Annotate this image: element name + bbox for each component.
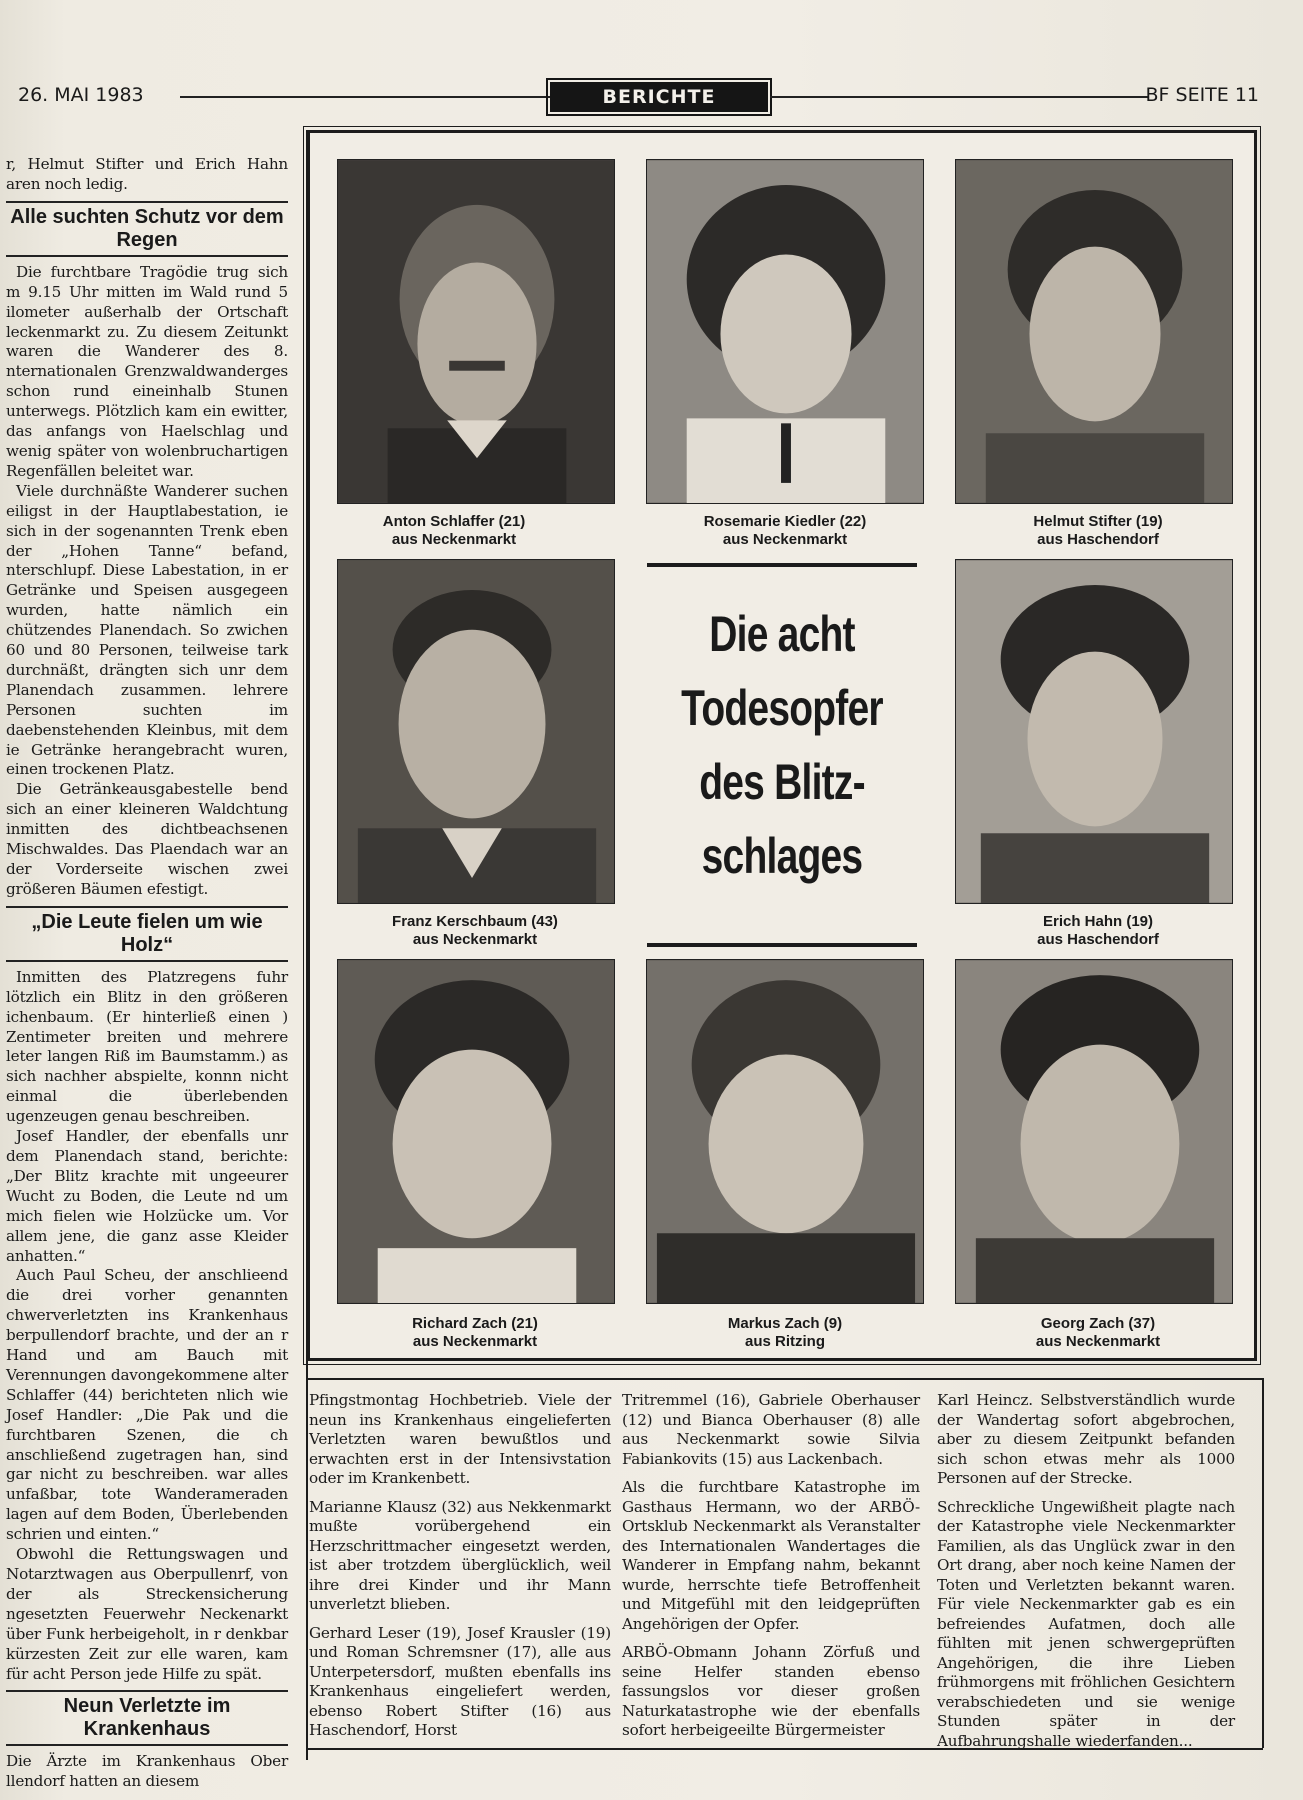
box-headline: Die acht Todesopfer des Blitz- schlages bbox=[681, 606, 883, 884]
header-rule-left bbox=[180, 96, 550, 98]
intro-text: r, Helmut Stifter und Erich Hahn aren noch ledig. bbox=[6, 155, 288, 193]
victim-place: aus Ritzing bbox=[744, 1333, 825, 1350]
victim-name: Rosemarie Kiedler (22) bbox=[703, 513, 867, 530]
victim-place: aus Neckenmarkt bbox=[412, 931, 538, 948]
paragraph: Karl Heincz. Selbstverständlich wurde der Wandertag sofort abgebrochen, aber zu diesem Zeitpunkt befanden sich schon etwas mehr als 1000 Personen auf der Strecke. bbox=[937, 1391, 1235, 1487]
victim-caption bbox=[635, 513, 935, 549]
victim-name: Erich Hahn (19) bbox=[1042, 913, 1154, 930]
victim-caption bbox=[304, 513, 604, 549]
paragraph: Die furchtbare Tragödie trug sich m 9.15 Uhr mitten im Wald rund 5 ilometer außerhalb der Ortschaft leckenmarkt zu. Zu diesem Zeitunkt waren die Wanderer des 8. nternationalen Grenzwaldwanderges schon rund eineinhalb Stunen unterwegs. Plötzlich kam ein ewitter, das anfangs von Haelschlag und wenig später von wolenbruchartigen Regenfällen beleitet war. bbox=[6, 262, 288, 480]
victim-photo bbox=[646, 159, 924, 504]
victim-name: Anton Schlaffer (21) bbox=[382, 513, 526, 530]
paragraph: ARBÖ-Obmann Johann Zörfuß und seine Helfer standen ebenso fassungslos vor dieser großen Naturkatastrophe wie der ebenfalls sofort herbeigeeilte Bürgermeister bbox=[622, 1643, 920, 1739]
paragraph: Auch Paul Scheu, der anschlieend die drei vorher genannten chwerverletzten ins Krankenhaus berpullendorf brachte, und der an r Hand und am Bauch mit Verennungen davongekommene alter Schlaffer (44) berichteten nlich wie Josef Handler: „Die Pak und die furchtbaren Szenen, die ch anschließend zugetragen han, sind gar nicht zu beschreiben. war alles unfaßbar, tote Wanderameraden lagen auf dem Boden, Überlebenden schrien und einten.“ bbox=[6, 1266, 288, 1544]
paragraph: Als die furchtbare Katastrophe im Gasthaus Hermann, wo der ARBÖ-Ortsklub Neckenmarkt als Veranstalter des Internationalen Wandertages die Wanderer in Empfang nahm, bekannt wurde, herrschte tiefe Betroffenheit und Mitgefühl mit den leidgeprüften Angehörigen der Opfer. bbox=[622, 1478, 920, 1633]
paragraph: Pfingstmontag Hochbetrieb. Viele der neun ins Krankenhaus eingelieferten Verletzten waren bewußtlos und erwachten erst in der Intensivstation oder im Krankenbett. bbox=[309, 1391, 611, 1487]
paragraph: Gerhard Leser (19), Josef Krausler (19) und Roman Schremsner (17), alle aus Unterpetersdorf, mußten ebenfalls ins Krankenhaus eingeliefert werden, ebenso Robert Stifter (16) aus Haschendorf, Horst bbox=[309, 1623, 611, 1739]
paragraph: Die Getränkeausgabestelle bend sich an einer kleineren Waldchtung inmitten des dichtbeachsenen Mischwaldes. Das Plaendach war an der Vorderseite wischen zwei größeren Bäumen efestigt. bbox=[6, 780, 288, 898]
bottom-column bbox=[937, 1391, 1235, 1760]
paragraph: Die Ärzte im Krankenhaus Ober llendorf hatten an diesem bbox=[6, 1752, 288, 1791]
paragraph: Josef Handler, der ebenfalls unr dem Planendach stand, berichte: „Der Blitz krachte mit ungeeurer Wucht zu Boden, die Leute nd um mich fielen wie Holzücke um. Vor allem jene, die ganz asse Kleider anhatten.“ bbox=[6, 1127, 288, 1265]
victim-name: Franz Kerschbaum (43) bbox=[392, 913, 558, 930]
victim-name: Markus Zach (9) bbox=[727, 1315, 843, 1332]
victim-photo bbox=[955, 959, 1233, 1304]
paragraph: Obwohl die Rettungswagen und Notarztwagen aus Oberpullenrf, von der als Streckensicherung ngesetzten Feuerwehr Neckenarkt über Funk herbeigeholt, in r denkbar kürzesten Zeit zur elle waren, kam für acht Person jede Hilfe zu spät. bbox=[6, 1545, 288, 1683]
victim-name: Helmut Stifter (19) bbox=[1033, 513, 1163, 530]
victim-place: aus Neckenmarkt bbox=[722, 531, 848, 548]
victim-caption bbox=[635, 1315, 935, 1351]
victim-caption bbox=[325, 1315, 625, 1351]
victim-name: Richard Zach (21) bbox=[412, 1315, 538, 1332]
paragraph: Viele durchnäßte Wanderer suchen eiligst in der Hauptlabestation, ie sich in der sogenannten Trenk eben der „Hohen Tanne“ befand, nterschlupf. Diese Labestation, in er Getränke und Speisen ausgegeen wurden, hatte nämlich ein chützendes Planendach. So zwichen 60 und 80 Personen, teilweise tark durchnäßt, drängten sich unr dem Planendach zusammen. lehrere Personen suchten im daebenstehenden Kleinbus, mit dem ie Getränke herangebracht wuren, einen trockenen Platz. bbox=[6, 481, 288, 779]
victim-photo bbox=[337, 159, 615, 504]
subheading-die-leute-fielen: „Die Leute fielen um wie Holz“ bbox=[6, 906, 288, 962]
victims-photo-box bbox=[307, 130, 1257, 1361]
victim-caption bbox=[325, 913, 625, 949]
page-header bbox=[18, 82, 1259, 112]
subheading-neun-verletzte: Neun Verletzte im Krankenhaus bbox=[6, 1690, 288, 1746]
victim-place: aus Neckenmarkt bbox=[412, 1333, 538, 1350]
headline-rule-bottom bbox=[647, 943, 917, 947]
headline-rule-top bbox=[647, 563, 917, 567]
victim-photo bbox=[646, 959, 924, 1304]
victim-photo bbox=[955, 159, 1233, 504]
header-rule-right bbox=[770, 96, 1148, 98]
bottom-column bbox=[309, 1391, 611, 1750]
victim-place: aus Haschendorf bbox=[1037, 531, 1159, 548]
victim-place: aus Neckenmarkt bbox=[391, 531, 517, 548]
paragraph: Marianne Klausz (32) aus Nekkenmarkt mußte vorübergehend ein Herzschrittmacher eingesetzt werden, ist aber trotzdem überglücklich, weil ihre drei Kinder und ihr Mann unverletzt blieben. bbox=[309, 1497, 611, 1613]
victim-name: Georg Zach (37) bbox=[1040, 1315, 1156, 1332]
paragraph: Inmitten des Platzregens fuhr lötzlich ein Blitz in den größeren ichenbaum. (Er hinterließ einen ) Zentimeter breiten und mehrere leter langen Riß im Baumstamm.) as sich nachher abspielte, konnn nicht einmal die überlebenden ugenzeugen genau beschreiben. bbox=[6, 967, 288, 1126]
issue-date: 26. MAI 1983 bbox=[18, 84, 144, 106]
victim-caption bbox=[948, 1315, 1248, 1351]
bottom-column bbox=[622, 1391, 920, 1750]
victim-photo bbox=[955, 559, 1233, 904]
victim-place: aus Haschendorf bbox=[1037, 931, 1159, 948]
victim-caption bbox=[948, 913, 1248, 949]
victim-photo bbox=[337, 959, 615, 1304]
subheading-alle-suchten-schutz: Alle suchten Schutz vor dem Regen bbox=[6, 201, 288, 257]
column-divider bbox=[1262, 1378, 1264, 1748]
page-number: BF SEITE 11 bbox=[1145, 84, 1259, 106]
paragraph: Schreckliche Ungewißheit plagte nach der Katastrophe viele Neckenmarkter Familien, als das Unglück zwar in den Ort drang, aber noch keine Namen der Toten und Verletzten bekannt waren. Für viele Neckenmarkter gab es ein befreiendes Aufatmen, doch alle fühlten mit jenen schwergeprüften Angehörigen, die ihre Lieben frühmorgens mit fröhlichen Gesichtern verabschiedeten und sie wenige Stunden später in der Aufbahrungshalle wiederfanden... bbox=[937, 1497, 1235, 1750]
victim-caption bbox=[948, 513, 1248, 549]
section-label: BERICHTE bbox=[550, 82, 768, 112]
victim-photo bbox=[337, 559, 615, 904]
paragraph: Tritremmel (16), Gabriele Oberhauser (12) und Bianca Oberhauser (8) alle aus Neckenmarkt sowie Silvia Fabiankovits (15) aus Lackenbach. bbox=[622, 1391, 920, 1468]
left-column bbox=[6, 155, 288, 1792]
bottom-rule bbox=[307, 1378, 1263, 1380]
victim-place: aus Neckenmarkt bbox=[1035, 1333, 1161, 1350]
column-divider bbox=[306, 130, 308, 1760]
